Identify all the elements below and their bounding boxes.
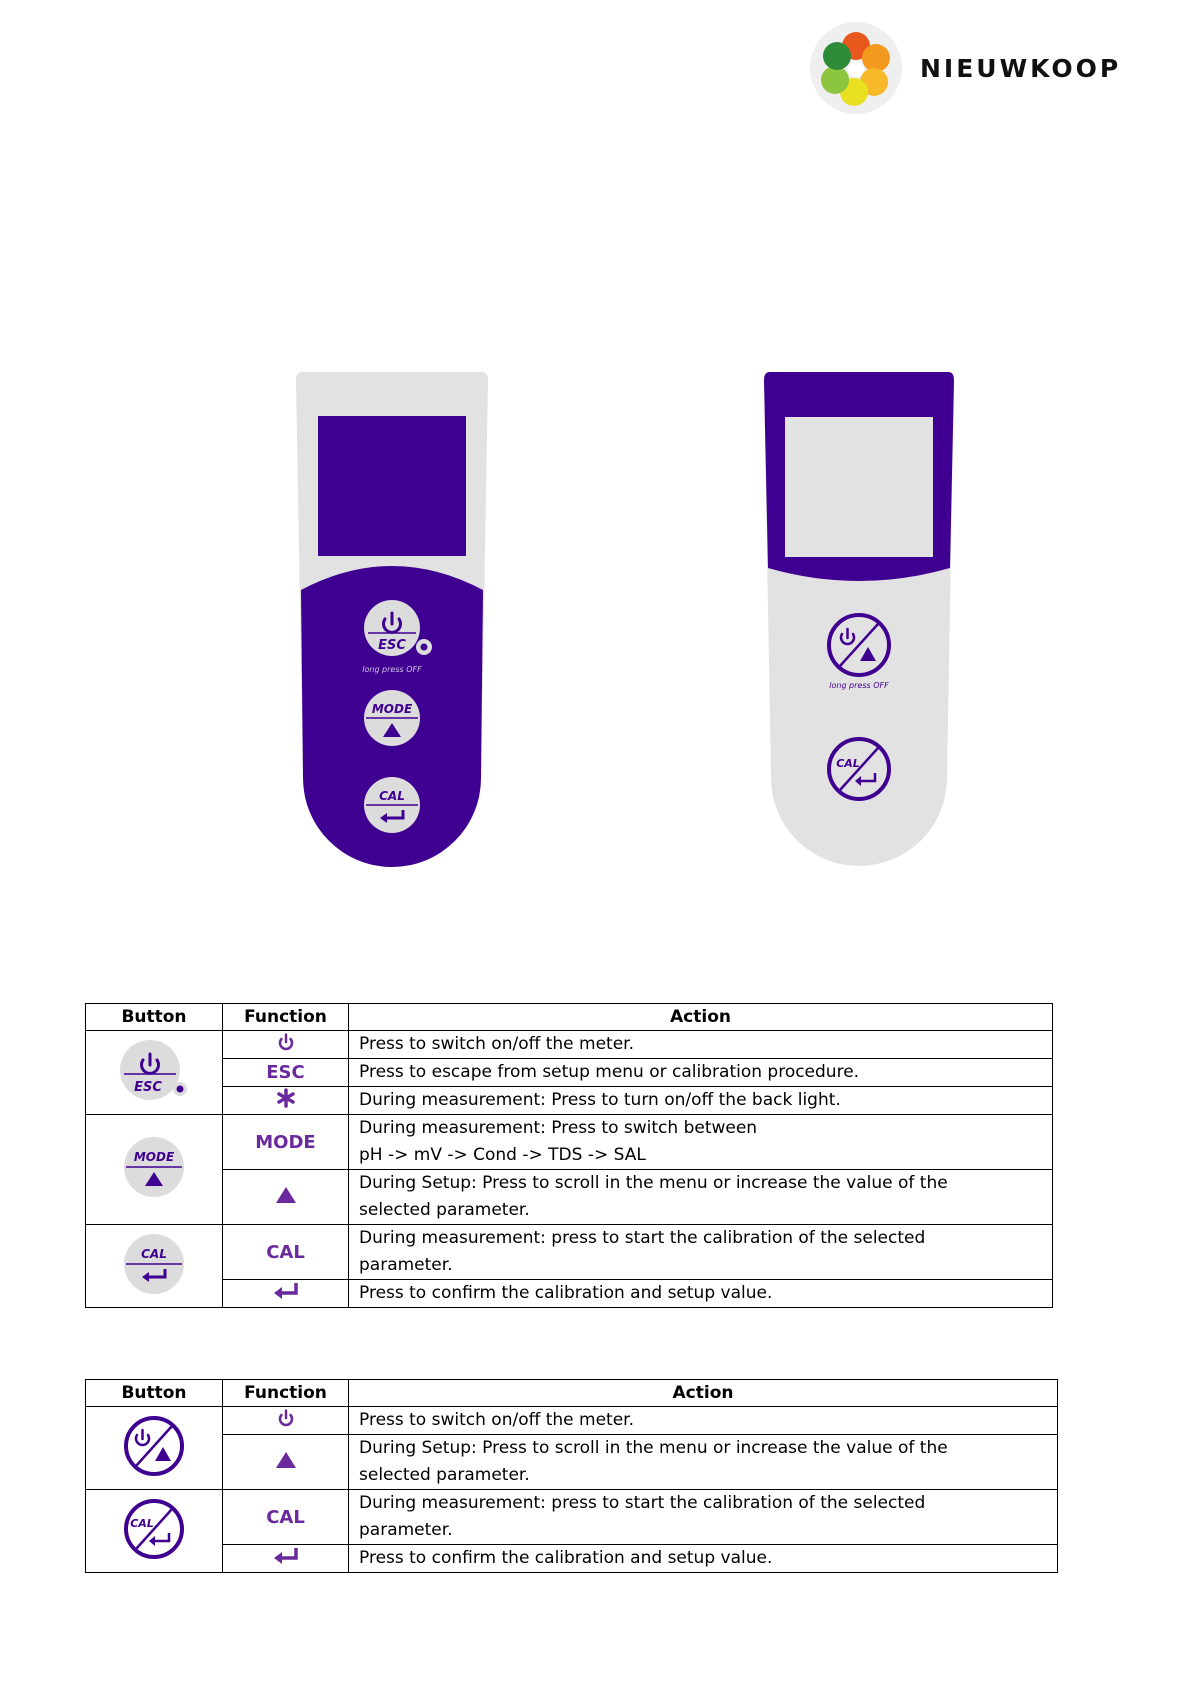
function-esc: ESC: [223, 1059, 349, 1087]
cal-enter-button-icon: [121, 1496, 187, 1562]
header-button: Button: [86, 1004, 223, 1031]
power-icon: [277, 1409, 295, 1427]
cal-enter-button-icon: [121, 1231, 187, 1297]
table-row: [86, 1115, 1053, 1170]
svg-text:ESC: ESC: [134, 1080, 162, 1095]
header-action: Action: [349, 1380, 1058, 1407]
mode-up-button-icon: [121, 1134, 187, 1200]
mode-up-button[interactable]: [364, 690, 420, 746]
table-row: [86, 1170, 1053, 1225]
cal-enter-button[interactable]: [364, 777, 420, 833]
table-row: [86, 1407, 1058, 1435]
brand-name: NIEUWKOOP: [920, 54, 1122, 83]
table-row: [86, 1280, 1053, 1308]
meter-device-purple-keypad: [294, 372, 490, 878]
function-enter: [223, 1280, 349, 1308]
power-esc-button-icon: [114, 1034, 194, 1106]
action-text: During measurement: press to start the calibration of the selected parameter.: [349, 1225, 1053, 1280]
action-text: Press to switch on/off the meter.: [349, 1031, 1053, 1059]
function-up: [223, 1170, 349, 1225]
function-power: [223, 1031, 349, 1059]
flower-logo-icon: [808, 22, 908, 114]
table-row: [86, 1031, 1053, 1059]
function-cal: CAL: [223, 1490, 349, 1545]
button-function-table-2: [85, 1379, 1058, 1573]
triangle-up-icon: [275, 1186, 297, 1204]
svg-text:CAL: CAL: [379, 789, 405, 803]
power-up-button[interactable]: [829, 615, 889, 675]
asterisk-icon: [276, 1088, 296, 1108]
function-backlight: [223, 1087, 349, 1115]
function-mode: MODE: [223, 1115, 349, 1170]
svg-text:ESC: ESC: [378, 638, 406, 653]
svg-text:CAL: CAL: [130, 1516, 154, 1530]
button-cell: [86, 1225, 223, 1308]
header-function: Function: [223, 1004, 349, 1031]
meter-device-gray-keypad: [762, 372, 956, 878]
header-function: Function: [223, 1380, 349, 1407]
brand-logo: [808, 22, 1128, 114]
enter-icon: [272, 1547, 300, 1565]
action-text: During Setup: Press to scroll in the menu or increase the value of the selected parameter.: [349, 1435, 1058, 1490]
function-enter: [223, 1545, 349, 1573]
function-power: [223, 1407, 349, 1435]
table-row: [86, 1059, 1053, 1087]
action-text: Press to confirm the calibration and setup value.: [349, 1545, 1058, 1573]
enter-icon: [272, 1282, 300, 1300]
long-press-hint: long press OFF: [829, 681, 889, 690]
button-function-table-1: [85, 1003, 1053, 1308]
display-screen: [318, 416, 466, 556]
action-text: Press to escape from setup menu or calibration procedure.: [349, 1059, 1053, 1087]
power-up-button-icon: [121, 1413, 187, 1479]
table-header-row: [86, 1004, 1053, 1031]
button-cell: [86, 1407, 223, 1490]
triangle-up-icon: [275, 1451, 297, 1469]
power-icon: [277, 1033, 295, 1051]
table-row: [86, 1087, 1053, 1115]
table-row: [86, 1490, 1058, 1545]
action-text: Press to switch on/off the meter.: [349, 1407, 1058, 1435]
action-text: During measurement: press to start the calibration of the selected parameter.: [349, 1490, 1058, 1545]
action-text: During Setup: Press to scroll in the menu or increase the value of the selected parameter.: [349, 1170, 1053, 1225]
button-cell: [86, 1115, 223, 1225]
action-text: Press to confirm the calibration and setup value.: [349, 1280, 1053, 1308]
button-cell: [86, 1031, 223, 1115]
table-row: [86, 1225, 1053, 1280]
long-press-hint: long press OFF: [362, 665, 422, 674]
svg-text:CAL: CAL: [836, 757, 860, 770]
function-cal: CAL: [223, 1225, 349, 1280]
header-button: Button: [86, 1380, 223, 1407]
table-row: [86, 1545, 1058, 1573]
header-action: Action: [349, 1004, 1053, 1031]
table-header-row: [86, 1380, 1058, 1407]
button-cell: [86, 1490, 223, 1573]
cal-enter-button[interactable]: [829, 739, 889, 799]
action-text: During measurement: Press to turn on/off the back light.: [349, 1087, 1053, 1115]
svg-text:CAL: CAL: [141, 1246, 167, 1261]
svg-text:MODE: MODE: [133, 1150, 175, 1164]
function-up: [223, 1435, 349, 1490]
table-row: [86, 1435, 1058, 1490]
display-screen: [785, 417, 933, 557]
action-text: During measurement: Press to switch between pH -> mV -> Cond -> TDS -> SAL: [349, 1115, 1053, 1170]
svg-text:MODE: MODE: [371, 702, 413, 716]
